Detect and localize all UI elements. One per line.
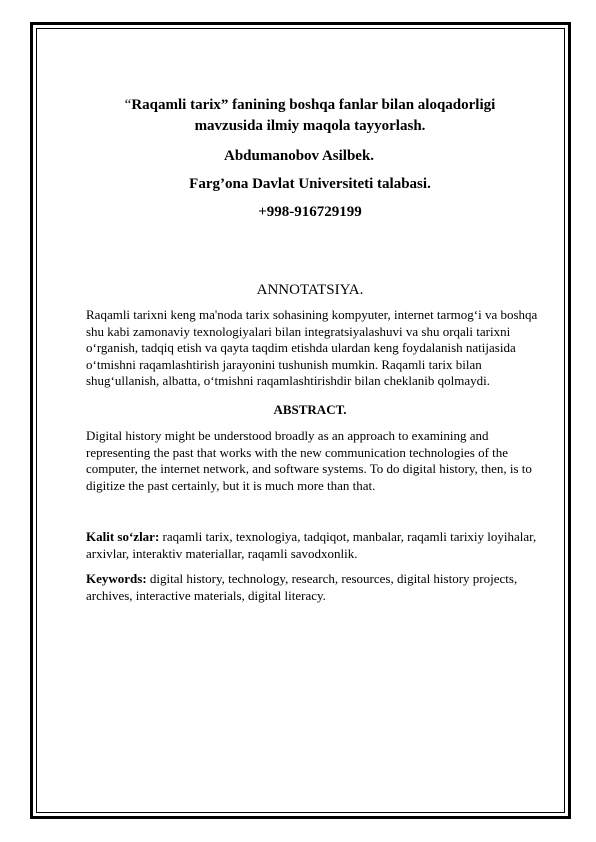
keywords-uz <box>86 529 556 562</box>
paper-title-line-1 <box>60 96 560 114</box>
title-line-1-text: Raqamli tarix” fanining boshqa fanlar bilan aloqadorligi <box>131 97 496 113</box>
title-open-quote: “ <box>124 97 132 113</box>
keywords-uz-label: Kalit so‘zlar: <box>86 529 160 544</box>
author-phone: +998-916729199 <box>258 204 362 220</box>
author-affiliation: Farg’ona Davlat Universiteti talabasi. <box>189 176 431 192</box>
annotation-text: Raqamli tarixni keng ma'noda tarix sohasining kompyuter, internet tarmog‘i va boshqa shu kabi zamonaviy texnologiyalari bilan integratsiyalashuvi va shu orqali tarixni o‘rganish, tadqiq etish va qayta taqdim etishda ulardan keng foydalanish natijasida o‘tmishni raqamlashtirish jarayonini tushunish mumkin. Raqamli tarix bilan shug‘ullanish, albatta, o‘tmishni raqamlashtirishdir bilan cheklanib qolmaydi. <box>86 307 538 389</box>
keywords-uz-text: raqamli tarix, texnologiya, tadqiqot, manbalar, raqamli tarixiy loyihalar, arxivlar, interaktiv materiallar, raqamli savodxonlik. <box>86 529 537 561</box>
keywords-en-label: Keywords: <box>86 571 147 586</box>
keywords-en-text: digital history, technology, research, resources, digital history projects, archives, interactive materials, digital literacy. <box>86 571 518 603</box>
abstract-text: Digital history might be understood broadly as an approach to examining and representing the past that works with the new communication technologies of the computer, the internet network, and software systems. To do digital history, then, is to digitize the past certainly, but it is much more than that. <box>86 428 532 493</box>
annotation-heading: ANNOTATSIYA. <box>256 282 364 298</box>
author-name: Abdumanobov Asilbek. <box>224 148 375 164</box>
keywords-en <box>86 571 556 604</box>
abstract-heading: ABSTRACT. <box>273 402 347 417</box>
paper-title-line-2: mavzusida ilmiy maqola tayyorlash. <box>194 118 426 134</box>
